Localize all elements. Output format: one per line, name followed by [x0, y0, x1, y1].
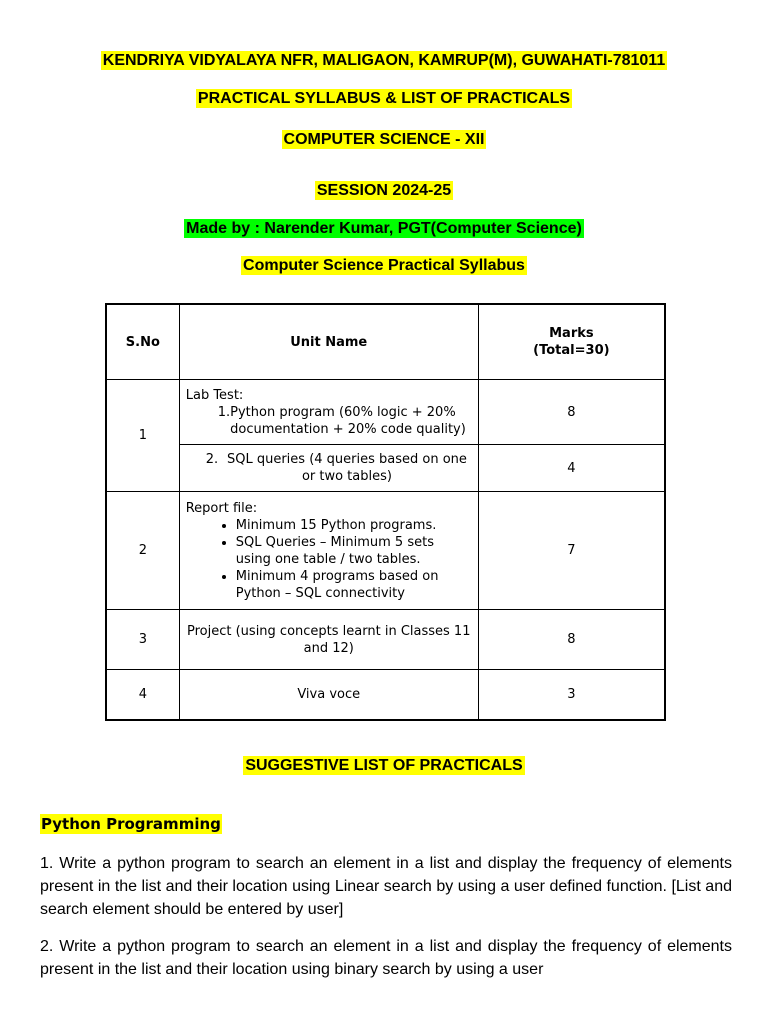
school-name-text: KENDRIYA VIDYALAYA NFR, MALIGAON, KAMRUP(M), GUWAHATI-781011 — [102, 52, 666, 69]
syllabus-title — [0, 256, 768, 276]
row3-sno: 3 — [106, 610, 179, 670]
practicals-section-title — [0, 757, 768, 775]
table-row — [106, 670, 665, 721]
subject-title — [0, 130, 768, 150]
row1-unit — [179, 380, 478, 445]
row1-item1-number: 1. — [217, 404, 231, 420]
school-name — [0, 51, 768, 71]
row1-item1-marks: 8 — [478, 380, 665, 445]
header-unit-name: Unit Name — [179, 304, 478, 380]
row1b-unit — [179, 445, 478, 492]
practical-item-2: 2. Write a python program to search an element in a list and display the frequency of elements present in the list and their location using binary search by using a user — [40, 938, 732, 978]
row4-sno: 4 — [106, 670, 179, 721]
table-header-row — [106, 304, 665, 380]
syllabus-title-text: Computer Science Practical Syllabus — [243, 257, 525, 274]
practicals-section-title-text: SUGGESTIVE LIST OF PRACTICALS — [245, 757, 523, 774]
row3-unit — [179, 610, 478, 670]
row1-item1-text: Python program (60% logic + 20% documentation + 20% code quality) — [230, 404, 466, 437]
list-item: • Minimum 4 programs based on Python – SQL connectivity — [236, 568, 472, 602]
row1-sno: 1 — [106, 380, 179, 492]
subject-title-text: COMPUTER SCIENCE - XII — [283, 131, 485, 148]
header-marks — [478, 304, 665, 380]
row3-marks: 8 — [478, 610, 665, 670]
row1-item2-marks: 4 — [478, 445, 665, 492]
row2-sno: 2 — [106, 492, 179, 610]
row1-item2-number: 2. — [205, 452, 219, 467]
header-marks-line1: Marks — [549, 326, 594, 341]
table-row — [106, 380, 665, 445]
row2-unit — [179, 492, 478, 610]
table-row — [106, 610, 665, 670]
row4-marks: 3 — [478, 670, 665, 721]
header-sno: S.No — [106, 304, 179, 380]
table-row — [106, 492, 665, 610]
header-marks-line2: (Total=30) — [533, 343, 610, 358]
table-row — [106, 445, 665, 492]
syllabus-table — [105, 303, 666, 721]
row2-marks: 7 — [478, 492, 665, 610]
row4-unit: Viva voce — [179, 670, 478, 721]
row3-unit-text: Project (using concepts learnt in Classes 11 and 12) — [187, 623, 471, 656]
document-title — [0, 89, 768, 109]
list-item: • SQL Queries – Minimum 5 sets using one table / two tables. — [236, 534, 472, 568]
row1-unit-intro: Lab Test: — [185, 387, 244, 403]
python-programming-heading: Python Programming — [41, 815, 221, 833]
session-title-text: SESSION 2024-25 — [316, 182, 452, 199]
list-item: • Minimum 15 Python programs. — [236, 517, 472, 534]
session-title — [0, 181, 768, 201]
row2-unit-intro: Report file: — [185, 500, 258, 516]
author-line — [0, 219, 768, 239]
row1-item2-text: SQL queries (4 queries based on one or two tables) — [226, 452, 467, 484]
document-title-text: PRACTICAL SYLLABUS & LIST OF PRACTICALS — [197, 90, 571, 107]
author-line-text: Made by : Narender Kumar, PGT(Computer Science) — [186, 220, 582, 237]
practical-item-1: 1. Write a python program to search an element in a list and display the frequency of elements present in the list and their location using Linear search by using a user defined function. [List and search element should be entered by user] — [40, 855, 732, 918]
row2-bullet-list — [186, 517, 472, 602]
